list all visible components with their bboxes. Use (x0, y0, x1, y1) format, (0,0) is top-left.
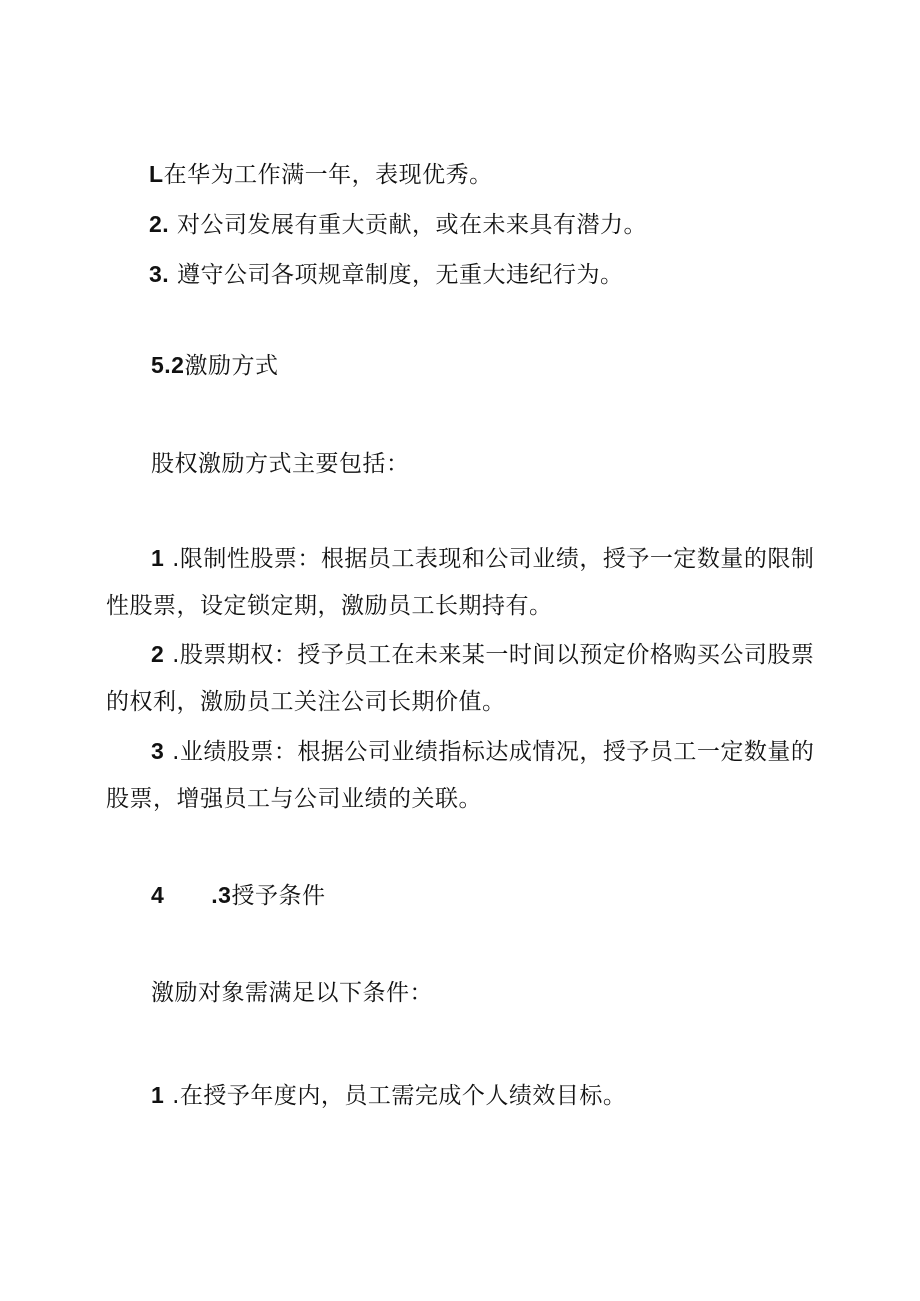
method-2-number: 2 (151, 641, 165, 667)
criteria-item-3-text: 遵守公司各项规章制度，无重大违纪行为。 (177, 262, 624, 288)
condition-1-text: .在授予年度内，员工需完成个人绩效目标。 (172, 1083, 627, 1109)
conditions-intro: 激励对象需满足以下条件： (151, 980, 433, 1006)
section-5-3-number-b: .3 (211, 882, 232, 908)
methods-intro: 股权激励方式主要包括： (151, 451, 410, 477)
method-1-text-line-1: .限制性股票：根据员工表现和公司业绩，授予一定数量的限制 (172, 546, 815, 572)
section-heading-5-2 (151, 350, 278, 381)
method-2-line-2: 的权利，激励员工关注公司长期价值。 (106, 689, 506, 715)
section-5-3-number-a: 4 (151, 882, 165, 908)
method-1-number: 1 (151, 545, 165, 571)
method-2-text-line-1: .股票期权：授予员工在未来某一时间以预定价格购买公司股票 (172, 642, 815, 668)
method-2-line-1 (151, 639, 814, 670)
method-1-line-1 (151, 543, 814, 574)
condition-1-number: 1 (151, 1082, 165, 1108)
section-heading-5-3 (151, 880, 325, 911)
criteria-item-1-number: L (149, 161, 164, 187)
method-1-line-2: 性股票，设定锁定期，激励员工长期持有。 (106, 593, 553, 619)
condition-1 (151, 1080, 626, 1111)
criteria-item-3 (149, 259, 624, 290)
section-5-2-number: 5.2 (151, 352, 185, 378)
section-5-3-title: 授予条件 (231, 883, 326, 909)
criteria-item-2 (149, 209, 647, 240)
method-3-number: 3 (151, 738, 165, 764)
criteria-item-1 (149, 159, 493, 190)
section-5-2-title: 激励方式 (184, 353, 279, 379)
method-3-line-2: 股票，增强员工与公司业绩的关联。 (106, 786, 482, 812)
criteria-item-3-number: 3. (149, 261, 170, 287)
criteria-item-2-number: 2. (149, 211, 170, 237)
method-3-line-1 (151, 736, 814, 767)
criteria-item-1-text: 在华为工作满一年，表现优秀。 (163, 162, 493, 188)
criteria-item-2-text: 对公司发展有重大贡献，或在未来具有潜力。 (177, 212, 647, 238)
method-3-text-line-1: .业绩股票：根据公司业绩指标达成情况，授予员工一定数量的 (172, 739, 815, 765)
